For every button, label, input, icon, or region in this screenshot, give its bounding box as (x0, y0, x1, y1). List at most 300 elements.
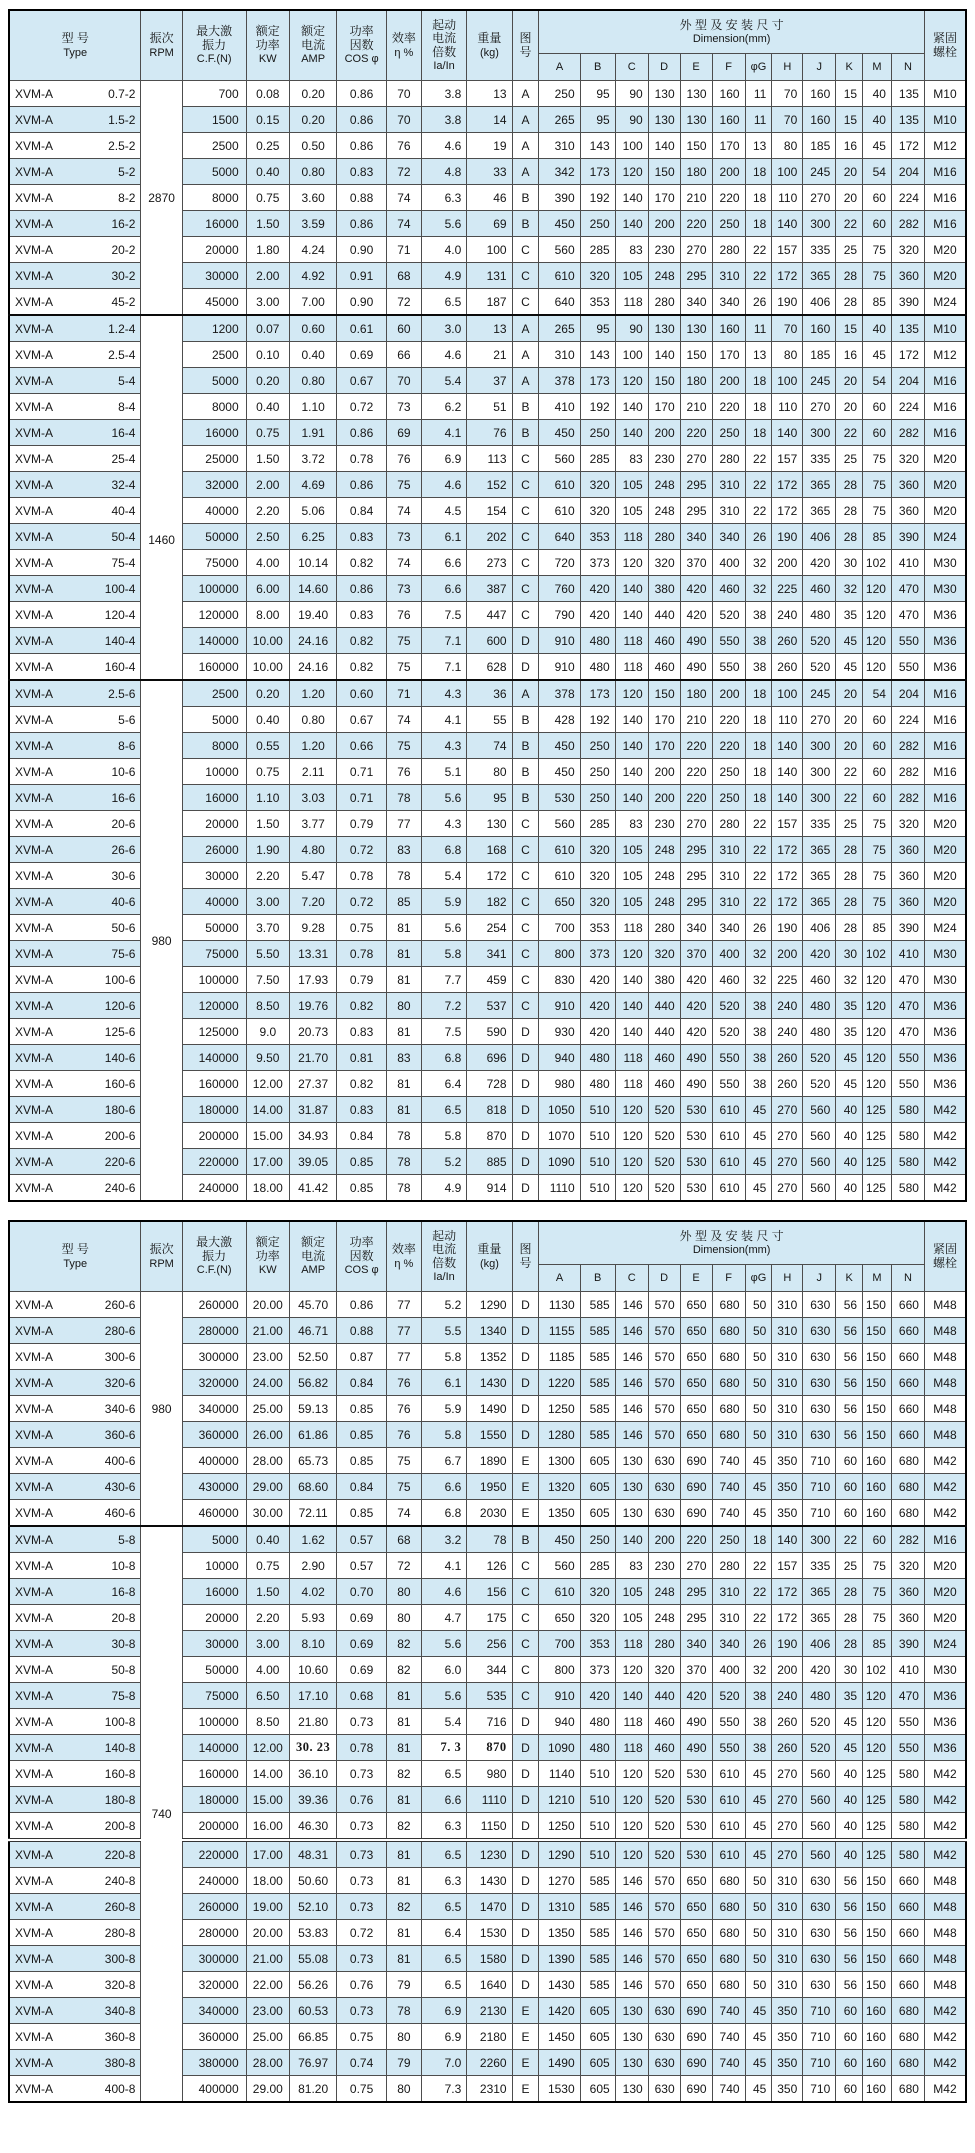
cell-bolt: M42 (924, 1149, 966, 1175)
cell-H: 270 (772, 1813, 803, 1841)
cell-cf: 220000 (182, 1840, 246, 1868)
cell-C: 83 (615, 237, 648, 263)
cell-weight: 131 (467, 263, 512, 289)
cell-eff: 80 (386, 2024, 421, 2050)
cell-F: 680 (712, 1946, 745, 1972)
cell-C: 120 (615, 1097, 648, 1123)
cell-F: 160 (712, 315, 745, 342)
cell-J: 710 (803, 1500, 836, 1527)
cell-A: 640 (539, 524, 580, 550)
cell-F: 740 (712, 1998, 745, 2024)
model-cell: XVM-A 32-4 (9, 472, 141, 498)
cell-fig: D (512, 1761, 539, 1787)
cell-K: 40 (836, 1840, 863, 1868)
cell-cos: 0.72 (337, 1920, 386, 1946)
cell-ia: 4.6 (421, 1579, 466, 1605)
cell-J: 300 (803, 420, 836, 446)
cell-C: 120 (615, 368, 648, 394)
cell-H: 310 (772, 1344, 803, 1370)
cell-G: 11 (745, 315, 772, 342)
cell-G: 13 (745, 342, 772, 368)
cell-B: 250 (580, 759, 615, 785)
cell-J: 365 (803, 1605, 836, 1631)
cell-bolt: M16 (924, 733, 966, 759)
cell-fig: B (512, 785, 539, 811)
cell-bolt: M10 (924, 107, 966, 133)
rpm-cell: 1460 (141, 315, 182, 680)
cell-C: 130 (615, 1500, 648, 1527)
cell-bolt: M20 (924, 446, 966, 472)
cell-bolt: M20 (924, 1605, 966, 1631)
model-cell: XVM-A 30-8 (9, 1631, 141, 1657)
cell-B: 285 (580, 237, 615, 263)
cell-N: 410 (891, 550, 924, 576)
cell-eff: 75 (386, 472, 421, 498)
cell-E: 650 (680, 1920, 712, 1946)
cell-D: 460 (648, 1735, 680, 1761)
cell-H: 350 (772, 1448, 803, 1474)
cell-K: 20 (836, 680, 863, 707)
cell-B: 192 (580, 394, 615, 420)
cell-C: 130 (615, 1448, 648, 1474)
cell-J: 630 (803, 1318, 836, 1344)
cell-G: 45 (745, 1175, 772, 1202)
cell-weight: 154 (467, 498, 512, 524)
cell-J: 710 (803, 1998, 836, 2024)
cell-B: 480 (580, 1071, 615, 1097)
cell-cos: 0.86 (337, 420, 386, 446)
cell-A: 342 (539, 159, 580, 185)
cell-fig: B (512, 707, 539, 733)
cell-bolt: M30 (924, 576, 966, 602)
cell-D: 520 (648, 1097, 680, 1123)
cell-C: 118 (615, 289, 648, 316)
cell-H: 270 (772, 1175, 803, 1202)
cell-J: 630 (803, 1370, 836, 1396)
cell-cos: 0.82 (337, 654, 386, 681)
cell-cf: 320000 (182, 1972, 246, 1998)
cell-cf: 30000 (182, 263, 246, 289)
cell-fig: D (512, 1019, 539, 1045)
cell-B: 480 (580, 1735, 615, 1761)
cell-E: 420 (680, 993, 712, 1019)
cell-G: 50 (745, 1318, 772, 1344)
cell-C: 140 (615, 1526, 648, 1553)
cell-K: 40 (836, 1761, 863, 1787)
cell-B: 510 (580, 1097, 615, 1123)
cell-F: 340 (712, 289, 745, 316)
cell-E: 210 (680, 394, 712, 420)
cell-H: 270 (772, 1787, 803, 1813)
cell-K: 25 (836, 1553, 863, 1579)
cell-fig: C (512, 289, 539, 316)
cell-A: 1130 (539, 1292, 580, 1318)
cell-fig: C (512, 498, 539, 524)
cell-B: 585 (580, 1292, 615, 1318)
header-dim-M: M (863, 1265, 892, 1292)
cell-A: 610 (539, 263, 580, 289)
model-cell: XVM-A 360-6 (9, 1422, 141, 1448)
cell-J: 335 (803, 1553, 836, 1579)
cell-J: 300 (803, 1526, 836, 1553)
cell-fig: A (512, 133, 539, 159)
cell-C: 105 (615, 472, 648, 498)
cell-cos: 0.78 (337, 1735, 386, 1761)
cell-C: 118 (615, 1071, 648, 1097)
cell-J: 270 (803, 707, 836, 733)
cell-bolt: M30 (924, 967, 966, 993)
cell-cf: 300000 (182, 1344, 246, 1370)
cell-H: 225 (772, 576, 803, 602)
cell-E: 270 (680, 446, 712, 472)
model-cell: XVM-A 25-4 (9, 446, 141, 472)
cell-kw: 17.00 (246, 1149, 289, 1175)
cell-G: 38 (745, 628, 772, 654)
cell-H: 172 (772, 472, 803, 498)
cell-G: 26 (745, 524, 772, 550)
cell-weight: 600 (467, 628, 512, 654)
cell-H: 260 (772, 628, 803, 654)
cell-cos: 0.73 (337, 1813, 386, 1841)
cell-eff: 81 (386, 1868, 421, 1894)
cell-ia: 6.3 (421, 1868, 466, 1894)
cell-bolt: M24 (924, 289, 966, 316)
cell-ia: 6.0 (421, 1657, 466, 1683)
cell-M: 150 (863, 1946, 892, 1972)
cell-H: 110 (772, 707, 803, 733)
cell-G: 45 (745, 2050, 772, 2076)
cell-B: 320 (580, 837, 615, 863)
model-cell: XVM-A 10-6 (9, 759, 141, 785)
cell-cos: 0.70 (337, 1579, 386, 1605)
cell-K: 32 (836, 967, 863, 993)
cell-ia: 7.1 (421, 654, 466, 681)
cell-M: 75 (863, 263, 892, 289)
cell-C: 140 (615, 420, 648, 446)
cell-K: 16 (836, 133, 863, 159)
cell-ia: 5.4 (421, 368, 466, 394)
cell-C: 146 (615, 1972, 648, 1998)
cell-M: 150 (863, 1344, 892, 1370)
cell-bolt: M24 (924, 915, 966, 941)
cell-M: 125 (863, 1149, 892, 1175)
cell-bolt: M42 (924, 2024, 966, 2050)
cell-cos: 0.85 (337, 1175, 386, 1202)
cell-weight: 2130 (467, 1998, 512, 2024)
cell-B: 420 (580, 1019, 615, 1045)
cell-E: 340 (680, 289, 712, 316)
cell-A: 450 (539, 1526, 580, 1553)
model-cell: XVM-A 200-6 (9, 1123, 141, 1149)
cell-E: 650 (680, 1972, 712, 1998)
cell-F: 740 (712, 2076, 745, 2103)
cell-C: 146 (615, 1396, 648, 1422)
cell-J: 245 (803, 368, 836, 394)
cell-ia: 7.2 (421, 993, 466, 1019)
cell-K: 60 (836, 2050, 863, 2076)
header-dim-C: C (615, 1265, 648, 1292)
cell-weight: 172 (467, 863, 512, 889)
cell-J: 630 (803, 1396, 836, 1422)
cell-A: 610 (539, 472, 580, 498)
cell-A: 760 (539, 576, 580, 602)
cell-C: 146 (615, 1868, 648, 1894)
cell-C: 130 (615, 2024, 648, 2050)
cell-C: 146 (615, 1370, 648, 1396)
cell-M: 120 (863, 1735, 892, 1761)
cell-G: 22 (745, 237, 772, 263)
cell-weight: 1950 (467, 1474, 512, 1500)
cell-E: 650 (680, 1292, 712, 1318)
cell-cos: 0.85 (337, 1422, 386, 1448)
cell-ia: 4.3 (421, 811, 466, 837)
cell-bolt: M48 (924, 1292, 966, 1318)
header-fig: 图 号 (512, 1221, 539, 1292)
cell-cf: 1500 (182, 107, 246, 133)
cell-cf: 220000 (182, 1149, 246, 1175)
cell-D: 248 (648, 263, 680, 289)
cell-G: 50 (745, 1396, 772, 1422)
cell-C: 118 (615, 628, 648, 654)
cell-B: 605 (580, 2076, 615, 2103)
cell-N: 224 (891, 185, 924, 211)
cell-C: 105 (615, 1605, 648, 1631)
cell-E: 530 (680, 1813, 712, 1841)
cell-D: 248 (648, 889, 680, 915)
cell-eff: 73 (386, 394, 421, 420)
cell-A: 940 (539, 1045, 580, 1071)
cell-fig: D (512, 1045, 539, 1071)
model-cell: XVM-A 10-8 (9, 1553, 141, 1579)
cell-fig: A (512, 680, 539, 707)
cell-E: 650 (680, 1344, 712, 1370)
cell-M: 150 (863, 1868, 892, 1894)
header-kw: 额定 功率 KW (246, 10, 289, 81)
header-kw: 额定 功率 KW (246, 1221, 289, 1292)
cell-bolt: M20 (924, 263, 966, 289)
cell-N: 680 (891, 2050, 924, 2076)
cell-kw: 28.00 (246, 1448, 289, 1474)
cell-B: 173 (580, 680, 615, 707)
cell-kw: 0.75 (246, 420, 289, 446)
cell-J: 630 (803, 1868, 836, 1894)
cell-fig: E (512, 1998, 539, 2024)
cell-C: 130 (615, 2050, 648, 2076)
cell-J: 245 (803, 680, 836, 707)
cell-fig: B (512, 420, 539, 446)
cell-J: 480 (803, 602, 836, 628)
cell-M: 150 (863, 1422, 892, 1448)
model-cell: XVM-A 200-8 (9, 1813, 141, 1841)
cell-H: 172 (772, 837, 803, 863)
cell-J: 245 (803, 159, 836, 185)
cell-kw: 0.75 (246, 759, 289, 785)
cell-C: 105 (615, 863, 648, 889)
cell-J: 365 (803, 498, 836, 524)
cell-E: 690 (680, 1474, 712, 1500)
header-cos: 功率 因数 COS φ (337, 1221, 386, 1292)
cell-H: 260 (772, 1071, 803, 1097)
cell-K: 28 (836, 837, 863, 863)
cell-F: 520 (712, 602, 745, 628)
cell-B: 285 (580, 1553, 615, 1579)
cell-D: 520 (648, 1175, 680, 1202)
cell-H: 190 (772, 915, 803, 941)
cell-cos: 0.71 (337, 759, 386, 785)
cell-cf: 5000 (182, 368, 246, 394)
cell-fig: A (512, 107, 539, 133)
cell-C: 140 (615, 1019, 648, 1045)
cell-cf: 380000 (182, 2050, 246, 2076)
model-cell: XVM-A 16-6 (9, 785, 141, 811)
cell-H: 157 (772, 446, 803, 472)
cell-B: 143 (580, 342, 615, 368)
cell-M: 120 (863, 628, 892, 654)
model-cell: XVM-A 140-4 (9, 628, 141, 654)
header-dim-D: D (648, 1265, 680, 1292)
cell-K: 35 (836, 1019, 863, 1045)
cell-D: 150 (648, 159, 680, 185)
cell-weight: 1230 (467, 1840, 512, 1868)
cell-K: 45 (836, 1071, 863, 1097)
cell-weight: 1550 (467, 1422, 512, 1448)
cell-fig: E (512, 1448, 539, 1474)
cell-ia: 5.6 (421, 211, 466, 237)
cell-F: 680 (712, 1344, 745, 1370)
cell-A: 450 (539, 420, 580, 446)
cell-ia: 7.7 (421, 967, 466, 993)
cell-A: 428 (539, 707, 580, 733)
model-cell: XVM-A 2.5-6 (9, 680, 141, 707)
cell-B: 510 (580, 1787, 615, 1813)
cell-fig: D (512, 654, 539, 681)
cell-amp: 3.60 (289, 185, 336, 211)
rpm-cell: 980 (141, 680, 182, 1201)
cell-N: 680 (891, 1998, 924, 2024)
cell-eff: 68 (386, 263, 421, 289)
cell-eff: 80 (386, 993, 421, 1019)
cell-N: 660 (891, 1370, 924, 1396)
cell-ia: 4.9 (421, 263, 466, 289)
cell-ia: 6.6 (421, 1474, 466, 1500)
cell-bolt: M16 (924, 707, 966, 733)
cell-cf: 2500 (182, 133, 246, 159)
cell-J: 710 (803, 2024, 836, 2050)
cell-A: 560 (539, 446, 580, 472)
model-cell: XVM-A 340-8 (9, 1998, 141, 2024)
cell-eff: 71 (386, 237, 421, 263)
cell-F: 400 (712, 941, 745, 967)
cell-cos: 0.85 (337, 1149, 386, 1175)
cell-B: 353 (580, 524, 615, 550)
cell-B: 250 (580, 420, 615, 446)
cell-D: 280 (648, 915, 680, 941)
cell-weight: 1640 (467, 1972, 512, 1998)
header-dim-φG: φG (745, 1265, 772, 1292)
cell-bolt: M20 (924, 889, 966, 915)
cell-ia: 4.1 (421, 1553, 466, 1579)
cell-A: 700 (539, 1631, 580, 1657)
cell-cos: 0.88 (337, 1318, 386, 1344)
cell-M: 120 (863, 1071, 892, 1097)
cell-weight: 2030 (467, 1500, 512, 1527)
cell-G: 45 (745, 1474, 772, 1500)
cell-G: 26 (745, 915, 772, 941)
cell-E: 150 (680, 342, 712, 368)
cell-cos: 0.60 (337, 680, 386, 707)
cell-M: 45 (863, 342, 892, 368)
cell-N: 470 (891, 1683, 924, 1709)
cell-amp: 53.83 (289, 1920, 336, 1946)
header-type: 型 号 Type (9, 10, 141, 81)
cell-bolt: M48 (924, 1370, 966, 1396)
cell-N: 660 (891, 1868, 924, 1894)
cell-H: 270 (772, 1761, 803, 1787)
cell-J: 630 (803, 1292, 836, 1318)
cell-G: 45 (745, 1998, 772, 2024)
cell-amp: 2.90 (289, 1553, 336, 1579)
cell-A: 1320 (539, 1474, 580, 1500)
cell-F: 680 (712, 1920, 745, 1946)
cell-H: 270 (772, 1840, 803, 1868)
cell-cf: 100000 (182, 576, 246, 602)
cell-H: 310 (772, 1422, 803, 1448)
cell-weight: 1340 (467, 1318, 512, 1344)
cell-eff: 81 (386, 1735, 421, 1761)
cell-amp: 3.77 (289, 811, 336, 837)
cell-amp: 76.97 (289, 2050, 336, 2076)
cell-N: 410 (891, 1657, 924, 1683)
cell-kw: 0.40 (246, 159, 289, 185)
cell-B: 480 (580, 1709, 615, 1735)
cell-F: 310 (712, 863, 745, 889)
cell-E: 650 (680, 1946, 712, 1972)
cell-cos: 0.91 (337, 263, 386, 289)
cell-M: 54 (863, 159, 892, 185)
cell-fig: A (512, 159, 539, 185)
cell-eff: 81 (386, 1097, 421, 1123)
cell-eff: 76 (386, 133, 421, 159)
cell-A: 378 (539, 680, 580, 707)
cell-weight: 728 (467, 1071, 512, 1097)
cell-B: 585 (580, 1370, 615, 1396)
cell-N: 135 (891, 315, 924, 342)
cell-K: 40 (836, 1097, 863, 1123)
cell-amp: 68.60 (289, 1474, 336, 1500)
cell-cos: 0.83 (337, 602, 386, 628)
cell-fig: C (512, 993, 539, 1019)
cell-M: 60 (863, 394, 892, 420)
cell-fig: D (512, 1097, 539, 1123)
cell-N: 390 (891, 524, 924, 550)
cell-ia: 6.6 (421, 1787, 466, 1813)
cell-bolt: M42 (924, 1761, 966, 1787)
cell-kw: 21.00 (246, 1318, 289, 1344)
cell-M: 85 (863, 524, 892, 550)
model-cell: XVM-A 120-6 (9, 993, 141, 1019)
cell-K: 40 (836, 1123, 863, 1149)
cell-F: 550 (712, 654, 745, 681)
cell-weight: 152 (467, 472, 512, 498)
cell-F: 740 (712, 1448, 745, 1474)
cell-C: 90 (615, 315, 648, 342)
cell-cf: 460000 (182, 1500, 246, 1527)
cell-fig: D (512, 628, 539, 654)
cell-ia: 3.8 (421, 107, 466, 133)
cell-fig: A (512, 368, 539, 394)
header-dim-φG: φG (745, 54, 772, 81)
cell-N: 680 (891, 1474, 924, 1500)
